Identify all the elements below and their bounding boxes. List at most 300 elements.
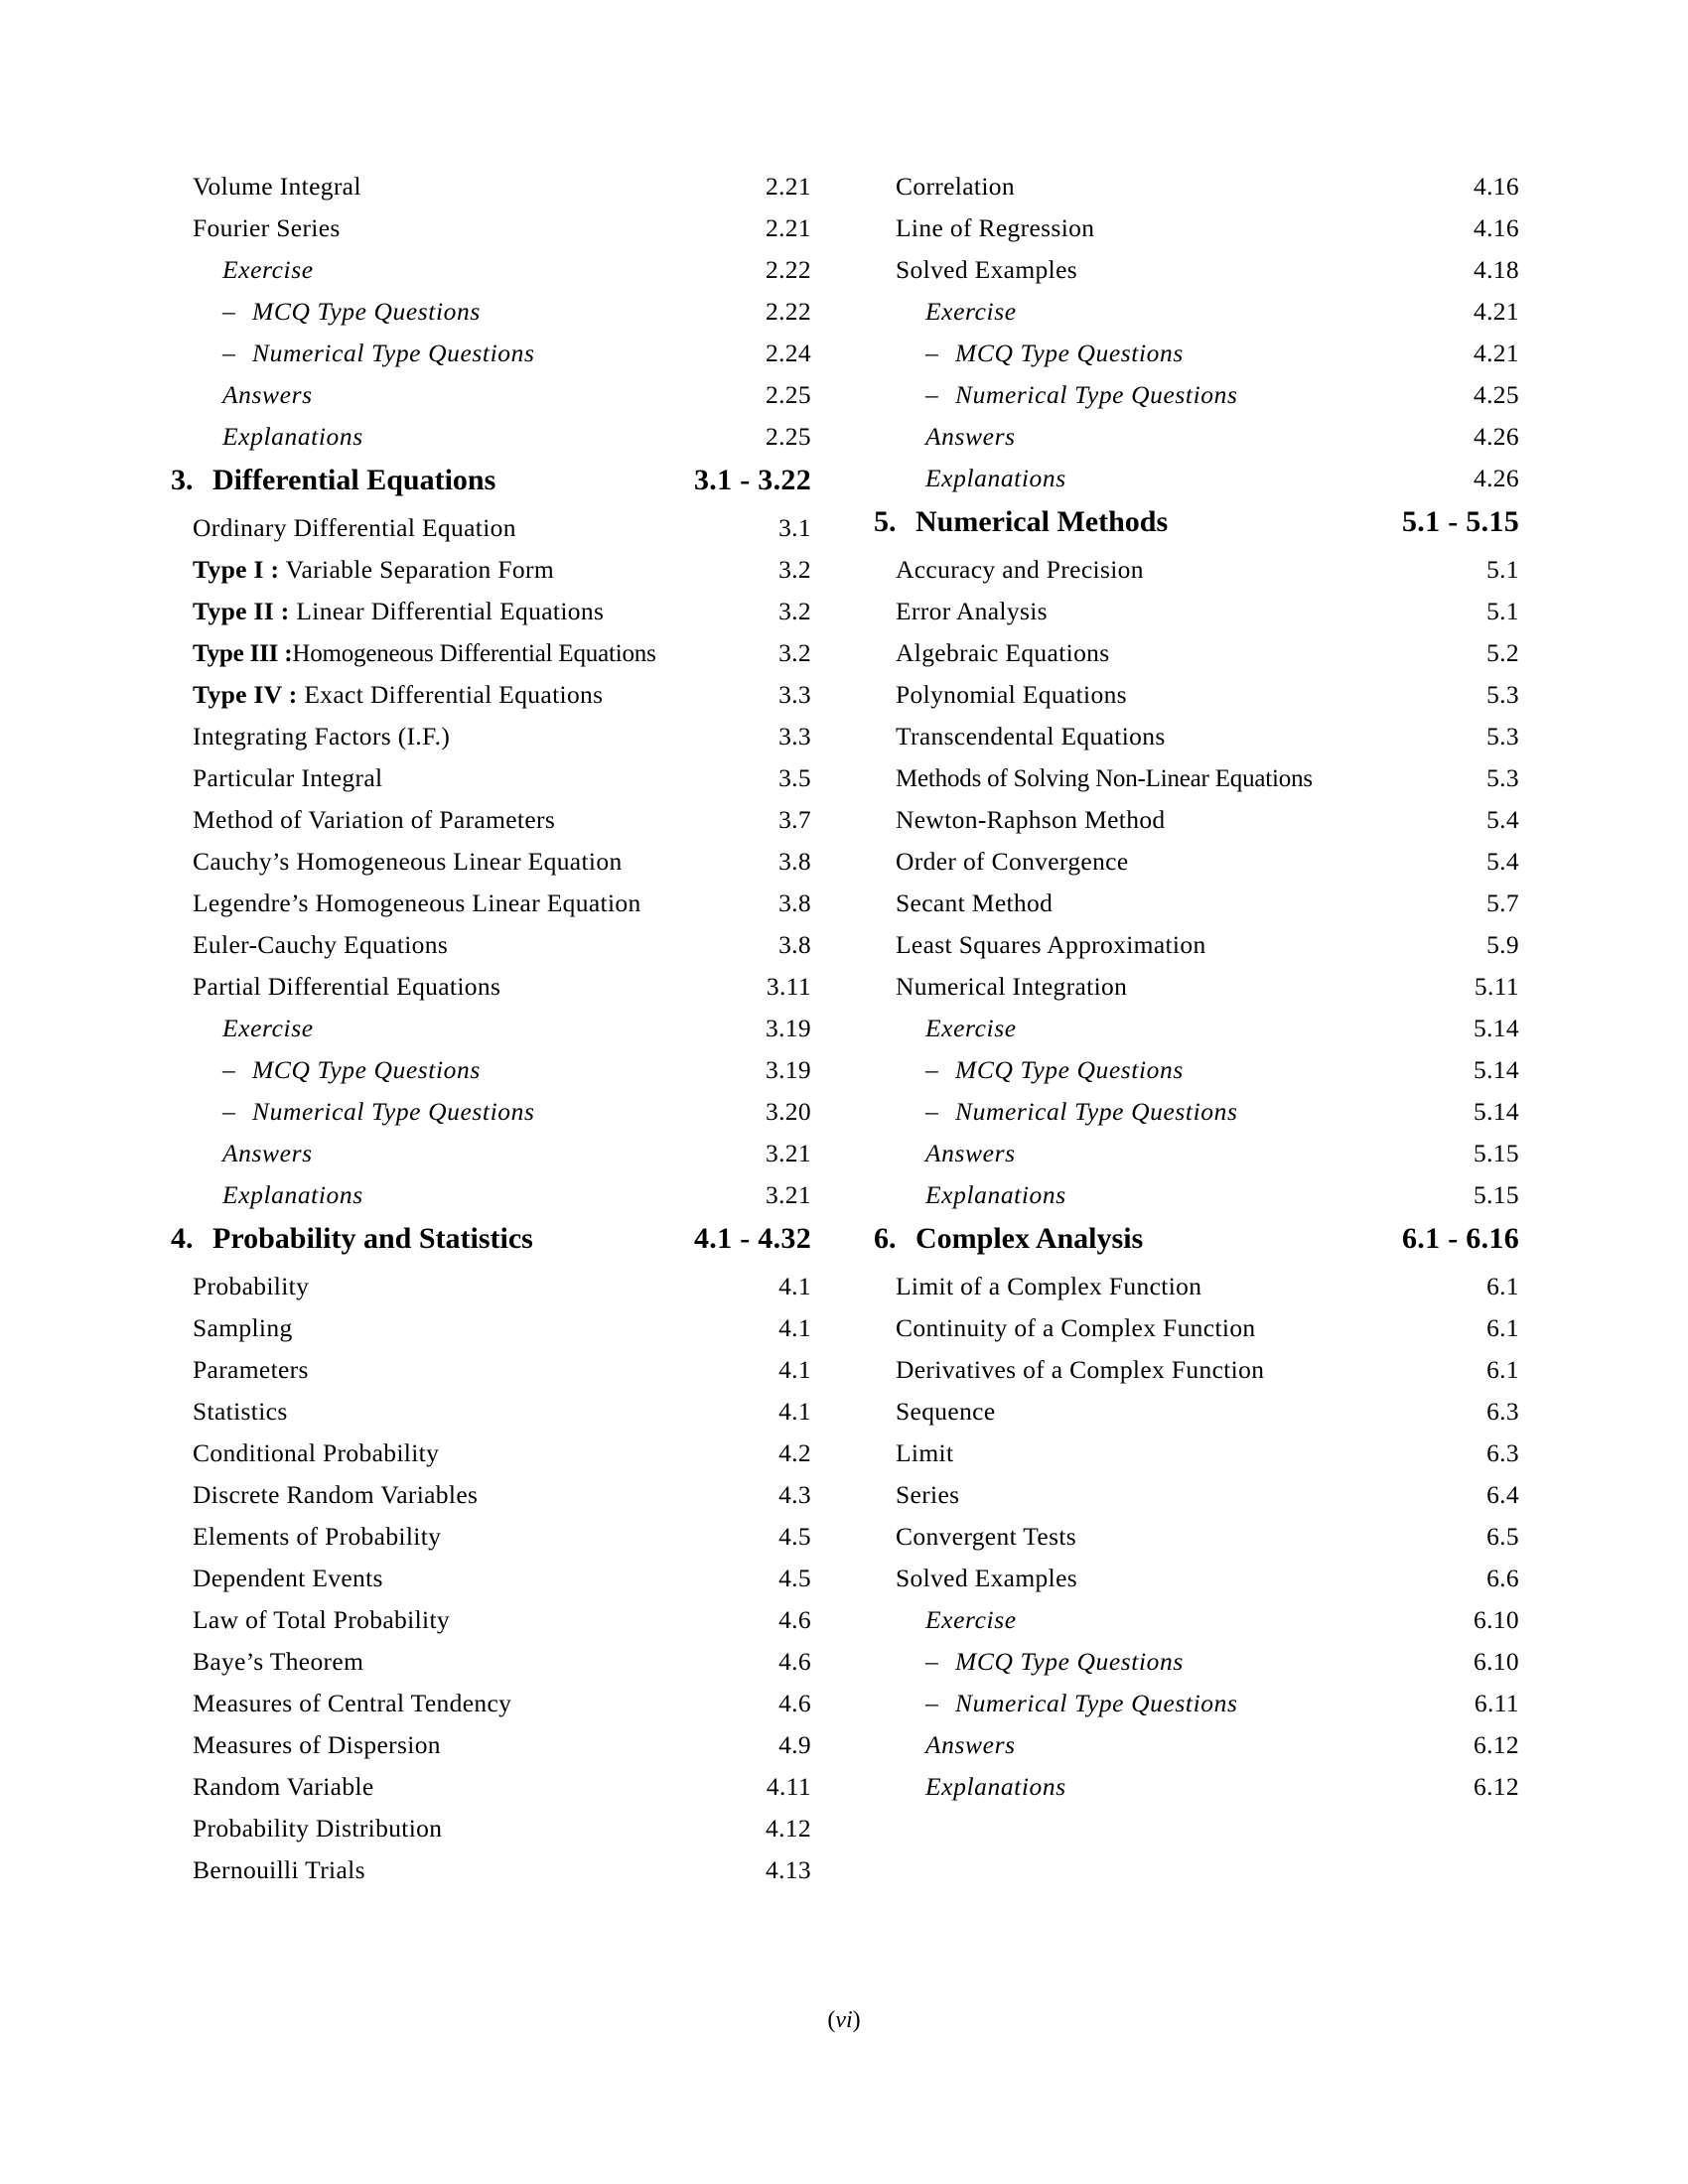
toc-entry-title — [874, 299, 1450, 325]
toc-entry-title — [171, 382, 742, 408]
toc-entry-page: 4.1 — [778, 1272, 811, 1300]
toc-entry-title — [874, 557, 1450, 583]
toc-entry[interactable] — [171, 1691, 811, 1732]
toc-entry[interactable] — [171, 299, 811, 341]
toc-entry-text: Line of Regression — [896, 213, 1095, 242]
toc-entry-text: Answers — [925, 1139, 1016, 1167]
toc-entry-page: 3.11 — [766, 972, 811, 1001]
toc-entry-page: 6.10 — [1473, 1605, 1519, 1634]
toc-entry-title — [171, 807, 742, 833]
toc-entry-title — [171, 1099, 742, 1125]
toc-entry[interactable] — [874, 1141, 1519, 1182]
toc-entry-text: Answers — [222, 380, 313, 409]
chapter-number: 3. — [171, 464, 194, 496]
toc-entry-text: Dependent Events — [193, 1564, 383, 1592]
toc-entry-title — [874, 1482, 1450, 1508]
toc-entry-title — [874, 174, 1450, 200]
toc-entry-text: Variable Separation Form — [279, 555, 555, 584]
toc-entry[interactable] — [874, 1732, 1519, 1774]
toc-entry-page: 4.26 — [1473, 464, 1519, 492]
toc-entry[interactable] — [171, 1399, 811, 1440]
toc-entry[interactable] — [874, 299, 1519, 341]
toc-entry-title — [171, 1857, 742, 1883]
toc-entry-text: Conditional Probability — [193, 1438, 440, 1467]
toc-entry[interactable] — [874, 724, 1519, 765]
toc-entry[interactable] — [171, 640, 811, 682]
toc-entry-page: 4.21 — [1473, 297, 1519, 326]
toc-entry[interactable] — [171, 341, 811, 382]
toc-entry-page: 4.25 — [1473, 380, 1519, 409]
toc-entry[interactable] — [874, 215, 1519, 257]
toc-entry-page: 2.22 — [765, 255, 811, 284]
toc-entry-page: 3.8 — [778, 930, 811, 959]
toc-entry[interactable] — [171, 557, 811, 599]
toc-entry-title — [874, 1016, 1450, 1041]
toc-entry[interactable] — [874, 1057, 1519, 1099]
toc-entry-text: Numerical Type Questions — [955, 1689, 1238, 1717]
toc-entry-text: Explanations — [925, 1772, 1066, 1801]
toc-entry-text: Exercise — [222, 255, 314, 284]
toc-entry-text: Sequence — [896, 1397, 996, 1426]
toc-entry-title — [874, 890, 1450, 916]
bullet-dash-icon: – — [925, 380, 939, 409]
toc-entry-text: Correlation — [896, 172, 1015, 201]
toc-entry[interactable] — [171, 807, 811, 849]
toc-entry-title — [874, 1691, 1450, 1716]
toc-entry[interactable] — [874, 890, 1519, 932]
toc-entry[interactable] — [874, 1524, 1519, 1566]
toc-entry-text: Partial Differential Equations — [193, 972, 501, 1001]
toc-entry-text: MCQ Type Questions — [955, 1055, 1184, 1084]
toc-entry-text: Numerical Integration — [896, 972, 1128, 1001]
toc-entry-title — [874, 1440, 1450, 1466]
toc-entry-page: 4.21 — [1473, 339, 1519, 367]
toc-entry[interactable] — [874, 341, 1519, 382]
toc-entry[interactable] — [171, 257, 811, 299]
toc-entry-text: Elements of Probability — [193, 1522, 442, 1551]
toc-entry-text: MCQ Type Questions — [252, 1055, 481, 1084]
toc-entry-title — [171, 1691, 742, 1716]
toc-entry[interactable] — [171, 215, 811, 257]
toc-entry[interactable] — [874, 640, 1519, 682]
toc-entry-page: 2.21 — [765, 213, 811, 242]
toc-columns — [0, 174, 1688, 1899]
toc-entry-text: Polynomial Equations — [896, 680, 1127, 709]
toc-entry-title — [171, 765, 742, 791]
toc-entry-page: 5.2 — [1486, 638, 1519, 667]
bullet-dash-icon: – — [222, 1055, 236, 1084]
toc-entry[interactable] — [171, 1524, 811, 1566]
toc-entry-title — [874, 1099, 1450, 1125]
toc-entry-text: Probability — [193, 1272, 310, 1300]
toc-entry[interactable] — [171, 849, 811, 890]
toc-entry-text: Order of Convergence — [896, 847, 1129, 876]
toc-entry[interactable] — [874, 174, 1519, 215]
toc-entry-title — [171, 299, 742, 325]
toc-entry-page: 4.11 — [766, 1772, 811, 1801]
toc-entry-title — [874, 1274, 1450, 1299]
toc-entry-title — [171, 682, 742, 708]
toc-entry-text: Explanations — [222, 1180, 363, 1209]
toc-entry[interactable] — [171, 890, 811, 932]
chapter-title: Probability and Statistics — [212, 1222, 533, 1255]
toc-entry-page: 6.10 — [1473, 1647, 1519, 1676]
toc-entry-page: 4.6 — [778, 1689, 811, 1717]
toc-entry-page: 2.25 — [765, 422, 811, 451]
toc-entry-page: 6.6 — [1486, 1564, 1519, 1592]
toc-entry-title — [171, 974, 742, 1000]
toc-entry-text: Fourier Series — [193, 213, 341, 242]
toc-entry[interactable] — [874, 1274, 1519, 1315]
toc-entry-page: 3.1 — [778, 513, 811, 542]
toc-entry-page: 4.6 — [778, 1647, 811, 1676]
toc-entry-text: Newton-Raphson Method — [896, 805, 1166, 834]
toc-entry-title — [874, 974, 1450, 1000]
toc-entry-page: 3.3 — [778, 680, 811, 709]
toc-entry[interactable] — [171, 1440, 811, 1482]
toc-entry-text: Secant Method — [896, 888, 1054, 917]
toc-entry-title — [874, 1141, 1450, 1166]
toc-entry-page: 4.16 — [1473, 213, 1519, 242]
toc-entry-title — [171, 1141, 742, 1166]
toc-entry-text: Exercise — [925, 1014, 1017, 1042]
toc-entry-text: Series — [896, 1480, 960, 1509]
bullet-dash-icon: – — [925, 1097, 939, 1126]
toc-entry[interactable] — [874, 424, 1519, 466]
toc-entry-title — [171, 557, 742, 583]
toc-entry-title — [171, 1016, 742, 1041]
toc-entry-title — [171, 724, 742, 750]
toc-entry-text: Sampling — [193, 1313, 293, 1342]
toc-entry[interactable] — [874, 1607, 1519, 1649]
toc-left-column — [171, 174, 811, 1899]
toc-entry-page: 3.5 — [778, 763, 811, 792]
toc-entry-page: 4.1 — [778, 1355, 811, 1384]
chapter-title: Complex Analysis — [915, 1222, 1144, 1255]
toc-entry-title — [171, 932, 742, 958]
toc-entry-title — [874, 1732, 1450, 1758]
toc-entry-page: 5.14 — [1473, 1055, 1519, 1084]
toc-entry[interactable] — [874, 1566, 1519, 1607]
toc-entry[interactable] — [171, 1649, 811, 1691]
toc-entry-page: 5.4 — [1486, 847, 1519, 876]
toc-entry[interactable] — [874, 932, 1519, 974]
toc-entry-title — [171, 890, 742, 916]
toc-entry-title — [874, 724, 1450, 750]
toc-entry[interactable] — [171, 1816, 811, 1857]
toc-entry[interactable] — [171, 1099, 811, 1141]
bullet-dash-icon: – — [925, 339, 939, 367]
toc-entry-page: 5.1 — [1486, 597, 1519, 625]
toc-entry-title — [171, 1057, 742, 1083]
toc-entry-page: 5.14 — [1473, 1097, 1519, 1126]
toc-entry-title — [874, 382, 1450, 408]
toc-entry-title — [874, 640, 1450, 666]
toc-entry[interactable] — [874, 1649, 1519, 1691]
toc-entry-page: 6.4 — [1486, 1480, 1519, 1509]
toc-entry-title — [874, 599, 1450, 624]
toc-entry-text: Cauchy’s Homogeneous Linear Equation — [193, 847, 623, 876]
toc-entry-text: Explanations — [925, 1180, 1066, 1209]
toc-entry[interactable] — [171, 1732, 811, 1774]
toc-entry-page: 3.19 — [765, 1055, 811, 1084]
toc-entry[interactable] — [171, 724, 811, 765]
toc-entry[interactable] — [874, 1357, 1519, 1399]
toc-entry[interactable] — [171, 1016, 811, 1057]
toc-entry-text: Explanations — [925, 464, 1066, 492]
toc-entry-text: Volume Integral — [193, 172, 361, 201]
toc-entry-page: 3.19 — [765, 1014, 811, 1042]
toc-entry-text: Numerical Type Questions — [955, 380, 1238, 409]
toc-entry-page: 3.3 — [778, 722, 811, 751]
toc-entry-title — [171, 215, 742, 241]
toc-entry-title — [874, 215, 1450, 241]
page-folio — [0, 2007, 1688, 2034]
toc-entry-text: Continuity of a Complex Function — [896, 1313, 1256, 1342]
bullet-dash-icon: – — [925, 1647, 939, 1676]
toc-entry-page: 3.20 — [765, 1097, 811, 1126]
toc-entry[interactable] — [874, 382, 1519, 424]
toc-entry[interactable] — [874, 765, 1519, 807]
toc-entry-text: Law of Total Probability — [193, 1605, 450, 1634]
toc-entry-title — [171, 1274, 742, 1299]
toc-entry-title — [874, 807, 1450, 833]
toc-entry-title — [171, 1649, 742, 1675]
chapter-title: Differential Equations — [212, 464, 496, 496]
toc-entry-page: 3.21 — [765, 1180, 811, 1209]
toc-entry-text: Method of Variation of Parameters — [193, 805, 556, 834]
toc-entry[interactable] — [171, 1857, 811, 1899]
toc-entry-page: 4.1 — [778, 1313, 811, 1342]
chapter-heading[interactable] — [171, 466, 811, 515]
toc-entry-title — [171, 1774, 742, 1800]
toc-entry-title — [171, 424, 742, 450]
toc-entry-page: 4.18 — [1473, 255, 1519, 284]
toc-entry-title — [171, 641, 742, 666]
toc-entry-page: 6.1 — [1486, 1272, 1519, 1300]
toc-entry-text: Error Analysis — [896, 597, 1048, 625]
toc-entry-title — [874, 682, 1450, 708]
toc-entry[interactable] — [874, 1182, 1519, 1224]
toc-entry-page: 6.11 — [1474, 1689, 1519, 1717]
toc-entry-page: 2.24 — [765, 339, 811, 367]
toc-entry-title — [874, 424, 1450, 450]
toc-entry[interactable] — [171, 599, 811, 640]
toc-entry-title — [874, 932, 1450, 958]
toc-entry-page: 3.7 — [778, 805, 811, 834]
toc-entry-page: 5.15 — [1473, 1139, 1519, 1167]
toc-entry-lead: Type IV : — [193, 680, 298, 709]
toc-entry-text: Statistics — [193, 1397, 288, 1426]
toc-entry-title — [171, 1566, 742, 1591]
toc-entry[interactable] — [171, 1182, 811, 1224]
toc-entry-text: Linear Differential Equations — [289, 597, 605, 625]
toc-entry-title — [171, 1482, 742, 1508]
toc-entry-text: Answers — [222, 1139, 313, 1167]
toc-entry-text: Limit of a Complex Function — [896, 1272, 1202, 1300]
toc-entry-text: Measures of Central Tendency — [193, 1689, 512, 1717]
toc-entry-title — [874, 766, 1450, 791]
toc-entry-page: 6.1 — [1486, 1313, 1519, 1342]
bullet-dash-icon: – — [222, 297, 236, 326]
toc-entry[interactable] — [171, 932, 811, 974]
toc-entry-text: Solved Examples — [896, 255, 1078, 284]
toc-entry-page: 3.2 — [778, 555, 811, 584]
toc-entry-text: MCQ Type Questions — [955, 1647, 1184, 1676]
toc-entry[interactable] — [874, 849, 1519, 890]
toc-entry-text: Solved Examples — [896, 1564, 1078, 1592]
toc-entry-page: 2.22 — [765, 297, 811, 326]
toc-entry[interactable] — [171, 974, 811, 1016]
toc-entry[interactable] — [874, 1774, 1519, 1816]
toc-entry-title — [171, 1524, 742, 1550]
toc-entry-title — [171, 599, 742, 624]
toc-entry-text: Derivatives of a Complex Function — [896, 1355, 1265, 1384]
toc-entry[interactable] — [874, 1399, 1519, 1440]
toc-entry-text: Algebraic Equations — [896, 638, 1110, 667]
toc-entry[interactable] — [874, 1099, 1519, 1141]
toc-entry-text: Exercise — [222, 1014, 314, 1042]
toc-entry-text: Homogeneous Differential Equations — [292, 640, 656, 667]
toc-entry-text: Answers — [925, 1730, 1016, 1759]
toc-entry-page: 6.3 — [1486, 1438, 1519, 1467]
toc-entry[interactable] — [171, 424, 811, 466]
toc-entry-page: 6.12 — [1473, 1772, 1519, 1801]
toc-entry-text: Answers — [925, 422, 1016, 451]
toc-entry[interactable] — [874, 1482, 1519, 1524]
toc-entry-title — [874, 1774, 1450, 1800]
toc-entry-text: Parameters — [193, 1355, 309, 1384]
toc-entry[interactable] — [874, 1691, 1519, 1732]
toc-entry[interactable] — [171, 174, 811, 215]
toc-entry[interactable] — [874, 257, 1519, 299]
chapter-page-range: 3.1 - 3.22 — [694, 464, 811, 496]
toc-entry-title — [171, 1182, 742, 1208]
toc-entry-text: Particular Integral — [193, 763, 383, 792]
toc-entry[interactable] — [171, 1357, 811, 1399]
toc-entry-page: 3.8 — [778, 847, 811, 876]
toc-entry-title — [874, 1607, 1450, 1633]
toc-entry[interactable] — [874, 1315, 1519, 1357]
toc-entry[interactable] — [171, 1274, 811, 1315]
toc-entry[interactable] — [874, 557, 1519, 599]
toc-entry-lead: Type II : — [193, 597, 290, 625]
toc-entry[interactable] — [171, 1566, 811, 1607]
bullet-dash-icon: – — [222, 339, 236, 367]
toc-entry[interactable] — [171, 1141, 811, 1182]
toc-entry-title — [171, 849, 742, 875]
toc-entry[interactable] — [874, 599, 1519, 640]
toc-entry-page: 4.5 — [778, 1522, 811, 1551]
toc-entry[interactable] — [171, 1607, 811, 1649]
toc-entry-page: 4.1 — [778, 1397, 811, 1426]
bullet-dash-icon: – — [222, 1097, 236, 1126]
toc-entry-title — [874, 849, 1450, 875]
toc-entry-text: Measures of Dispersion — [193, 1730, 441, 1759]
toc-entry-text: Exercise — [925, 1605, 1017, 1634]
toc-entry-page: 3.21 — [765, 1139, 811, 1167]
folio-close-paren: ) — [852, 2007, 861, 2033]
toc-entry-page: 4.5 — [778, 1564, 811, 1592]
toc-entry[interactable] — [171, 382, 811, 424]
toc-entry[interactable] — [171, 1774, 811, 1816]
toc-entry-page: 5.15 — [1473, 1180, 1519, 1209]
chapter-number: 6. — [874, 1222, 897, 1255]
chapter-heading[interactable] — [171, 1224, 811, 1274]
toc-entry-title — [171, 257, 742, 283]
toc-entry[interactable] — [171, 682, 811, 724]
chapter-number: 5. — [874, 505, 897, 538]
toc-entry-title — [874, 1524, 1450, 1550]
toc-entry[interactable] — [874, 466, 1519, 507]
toc-entry-page: 4.16 — [1473, 172, 1519, 201]
toc-entry-text: Euler-Cauchy Equations — [193, 930, 449, 959]
toc-entry-text: Transcendental Equations — [896, 722, 1166, 751]
toc-entry-page: 4.26 — [1473, 422, 1519, 451]
toc-entry-title — [171, 1399, 742, 1425]
toc-entry[interactable] — [171, 515, 811, 557]
toc-entry[interactable] — [874, 974, 1519, 1016]
toc-entry-text: Least Squares Approximation — [896, 930, 1206, 959]
toc-entry-title — [171, 1816, 742, 1842]
toc-entry-page: 5.1 — [1486, 555, 1519, 584]
toc-entry-title — [874, 1182, 1450, 1208]
toc-entry-page: 5.3 — [1486, 763, 1519, 792]
toc-entry-page: 5.14 — [1473, 1014, 1519, 1042]
chapter-heading[interactable] — [874, 507, 1519, 557]
toc-entry-page: 6.5 — [1486, 1522, 1519, 1551]
toc-entry-text: Random Variable — [193, 1772, 374, 1801]
folio-open-paren: ( — [827, 2007, 836, 2033]
toc-entry[interactable] — [171, 1057, 811, 1099]
chapter-number: 4. — [171, 1222, 194, 1255]
chapter-heading[interactable] — [874, 1224, 1519, 1274]
toc-entry-text: Legendre’s Homogeneous Linear Equation — [193, 888, 641, 917]
toc-entry-title — [171, 1732, 742, 1758]
toc-entry[interactable] — [171, 1315, 811, 1357]
toc-entry-title — [171, 341, 742, 366]
toc-entry-title — [874, 257, 1450, 283]
toc-entry-title — [171, 174, 742, 200]
toc-entry-title — [874, 466, 1450, 491]
toc-entry-title — [874, 1566, 1450, 1591]
toc-entry[interactable] — [874, 682, 1519, 724]
toc-entry-title — [874, 1315, 1450, 1341]
toc-entry-page: 6.1 — [1486, 1355, 1519, 1384]
toc-entry-text: Accuracy and Precision — [896, 555, 1144, 584]
folio-number: vi — [835, 2007, 853, 2033]
toc-entry[interactable] — [171, 765, 811, 807]
toc-entry-title — [874, 1399, 1450, 1425]
toc-entry-title — [171, 515, 742, 541]
toc-entry-text: Bernouilli Trials — [193, 1855, 365, 1884]
toc-entry-page: 5.4 — [1486, 805, 1519, 834]
toc-entry-text: MCQ Type Questions — [955, 339, 1184, 367]
toc-entry-lead: Type III : — [193, 640, 293, 667]
toc-entry-page: 4.13 — [765, 1855, 811, 1884]
toc-entry-text: Numerical Type Questions — [955, 1097, 1238, 1126]
toc-entry-page: 4.2 — [778, 1438, 811, 1467]
toc-entry[interactable] — [874, 1440, 1519, 1482]
toc-entry[interactable] — [171, 1482, 811, 1524]
toc-entry[interactable] — [874, 1016, 1519, 1057]
toc-entry-page: 3.2 — [778, 638, 811, 667]
toc-entry-page: 5.9 — [1486, 930, 1519, 959]
toc-entry-page: 5.3 — [1486, 680, 1519, 709]
toc-right-column — [874, 174, 1519, 1816]
chapter-page-range: 6.1 - 6.16 — [1402, 1222, 1519, 1255]
toc-entry[interactable] — [874, 807, 1519, 849]
